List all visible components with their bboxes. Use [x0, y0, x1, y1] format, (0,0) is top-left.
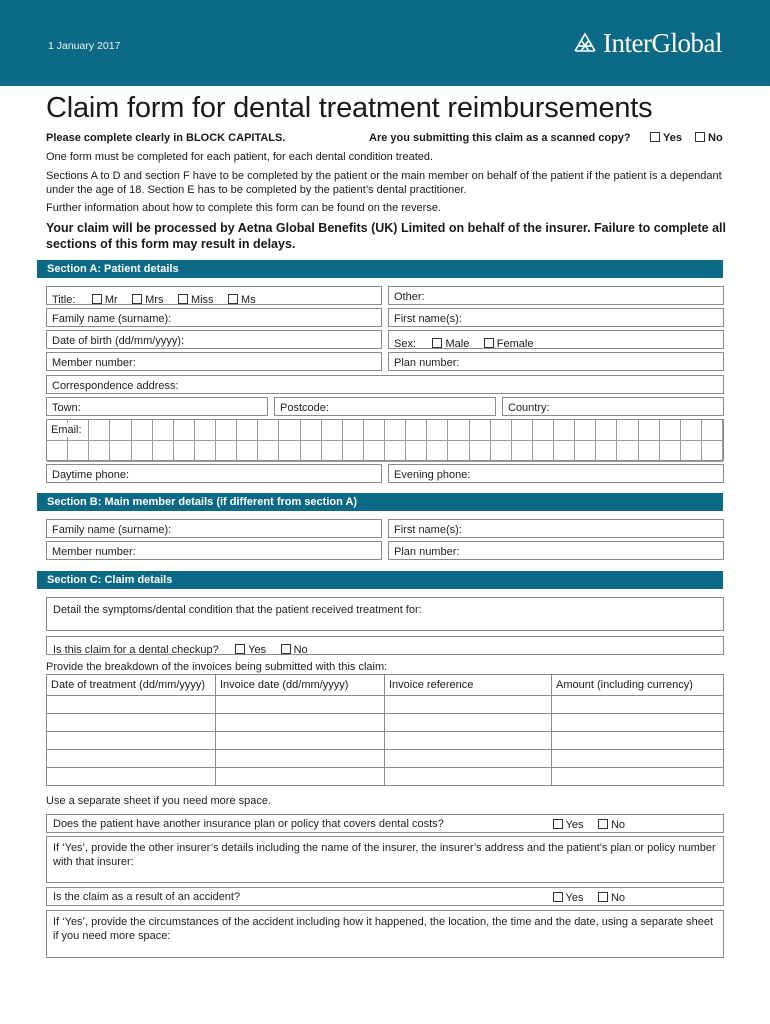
email-char-cell[interactable]	[258, 420, 279, 441]
table-cell[interactable]	[552, 768, 724, 786]
email-char-cell[interactable]	[575, 420, 596, 441]
evening-phone-field[interactable]: Evening phone:	[388, 464, 724, 483]
sex-female-checkbox[interactable]	[484, 338, 494, 348]
main-member-first-names-field[interactable]: First name(s):	[388, 519, 724, 538]
invoice-table	[46, 674, 724, 786]
email-label: Email:	[51, 423, 86, 437]
email-char-cell[interactable]	[639, 441, 660, 462]
accident-no-label: No	[610, 891, 625, 904]
email-char-cell[interactable]	[533, 420, 554, 441]
checkup-question: Is this claim for a dental checkup?	[53, 644, 219, 656]
postcode-field[interactable]: Postcode:	[274, 397, 496, 416]
email-char-cell[interactable]	[491, 420, 512, 441]
email-char-cell[interactable]	[470, 420, 491, 441]
daytime-phone-field[interactable]: Daytime phone:	[46, 464, 382, 483]
col-date-of-treatment: Date of treatment (dd/mm/yyyy)	[47, 675, 216, 696]
sex-field	[388, 330, 724, 349]
globe-icon	[573, 31, 597, 55]
table-cell[interactable]	[385, 696, 552, 714]
further-info-note: Further information about how to complete this form can be found on the reverse.	[46, 202, 441, 214]
email-char-cell[interactable]	[279, 420, 300, 441]
table-row	[47, 768, 724, 786]
symptoms-field[interactable]: Detail the symptoms/dental condition that the patient received treatment for:	[46, 597, 724, 631]
email-char-cell[interactable]	[364, 420, 385, 441]
sex-male-label: Male	[445, 338, 470, 350]
email-char-cell[interactable]	[110, 441, 131, 462]
email-char-cell[interactable]	[681, 420, 702, 441]
col-invoice-reference: Invoice reference	[385, 675, 552, 696]
title-field	[46, 286, 382, 305]
email-char-cell[interactable]	[660, 441, 681, 462]
title-mr-checkbox[interactable]	[92, 294, 102, 304]
email-char-cell[interactable]	[195, 441, 216, 462]
email-char-cell[interactable]	[237, 420, 258, 441]
table-cell[interactable]	[552, 750, 724, 768]
invoice-header-row	[47, 675, 724, 696]
table-cell[interactable]	[216, 714, 385, 732]
email-char-cell[interactable]	[174, 420, 195, 441]
table-cell[interactable]	[385, 750, 552, 768]
email-char-cell[interactable]	[554, 420, 575, 441]
scanned-no-checkbox[interactable]	[695, 132, 705, 142]
first-names-field[interactable]: First name(s):	[388, 308, 724, 327]
email-char-cell[interactable]	[343, 420, 364, 441]
checkup-yes-label: Yes	[248, 644, 267, 656]
email-char-cell[interactable]	[343, 441, 364, 462]
main-member-family-name-field[interactable]: Family name (surname):	[46, 519, 382, 538]
col-invoice-date: Invoice date (dd/mm/yyyy)	[216, 675, 385, 696]
brand-name: InterGlobal	[603, 27, 722, 58]
table-cell[interactable]	[552, 714, 724, 732]
email-char-cell[interactable]	[132, 441, 153, 462]
email-char-cell[interactable]	[406, 441, 427, 462]
email-char-cell[interactable]	[385, 420, 406, 441]
email-char-cell[interactable]	[153, 420, 174, 441]
email-char-cell[interactable]	[617, 441, 638, 462]
processing-note: Your claim will be processed by Aetna Global Benefits (UK) Limited on behalf of the insurer. Failure to complete all sections of this form may result in delays.	[46, 221, 726, 251]
email-char-cell[interactable]	[639, 420, 660, 441]
other-insurance-no-checkbox[interactable]	[598, 819, 608, 829]
table-cell[interactable]	[385, 768, 552, 786]
block-capitals-note: Please complete clearly in BLOCK CAPITALS.	[46, 132, 286, 144]
other-insurance-yes-checkbox[interactable]	[553, 819, 563, 829]
title-miss-checkbox[interactable]	[178, 294, 188, 304]
email-char-cell[interactable]	[512, 441, 533, 462]
email-char-cell[interactable]	[216, 441, 237, 462]
email-char-cell[interactable]	[681, 441, 702, 462]
sex-female-label: Female	[496, 338, 534, 350]
sex-male-checkbox[interactable]	[432, 338, 442, 348]
other-insurance-no-label: No	[610, 818, 625, 831]
main-member-plan-number-field[interactable]: Plan number:	[388, 541, 724, 560]
section-b-heading: Section B: Main member details (if different from section A)	[37, 493, 723, 511]
email-char-cell[interactable]	[132, 420, 153, 441]
email-char-cell[interactable]	[68, 441, 89, 462]
accident-yes-label: Yes	[565, 891, 584, 904]
dob-field[interactable]: Date of birth (dd/mm/yyyy):	[46, 330, 382, 349]
email-char-cell[interactable]	[322, 420, 343, 441]
email-char-cell[interactable]	[47, 441, 68, 462]
other-insurer-details-field[interactable]: If ‘Yes’, provide the other insurer’s details including the name of the insurer, the insurer’s address and the patient’s plan or policy number with that insurer:	[46, 836, 724, 883]
one-form-note: One form must be completed for each patient, for each dental condition treated.	[46, 151, 434, 163]
breakdown-instruction: Provide the breakdown of the invoices being submitted with this claim:	[46, 661, 388, 673]
table-row	[47, 732, 724, 750]
email-char-cell[interactable]	[512, 420, 533, 441]
title-ms-label: Ms	[241, 294, 256, 306]
table-cell[interactable]	[47, 714, 216, 732]
member-number-field[interactable]: Member number:	[46, 352, 382, 371]
other-title-field[interactable]: Other:	[388, 286, 724, 305]
section-a-heading: Section A: Patient details	[37, 260, 723, 278]
other-insurance-question: Does the patient have another insurance plan or policy that covers dental costs?	[53, 817, 444, 830]
header-banner	[0, 0, 770, 86]
scanned-copy-options	[650, 131, 723, 145]
email-char-cell[interactable]	[237, 441, 258, 462]
plan-number-field[interactable]: Plan number:	[388, 352, 724, 371]
table-cell[interactable]	[216, 768, 385, 786]
scanned-yes-checkbox[interactable]	[650, 132, 660, 142]
checkup-field	[46, 636, 724, 655]
email-char-cell[interactable]	[702, 420, 723, 441]
page-title: Claim form for dental treatment reimbursements	[46, 92, 653, 124]
sex-label: Sex:	[394, 338, 417, 350]
email-char-cell[interactable]	[174, 441, 195, 462]
accident-question: Is the claim as a result of an accident?	[53, 890, 241, 903]
checkup-yes-checkbox[interactable]	[235, 644, 245, 654]
main-member-number-field[interactable]: Member number:	[46, 541, 382, 560]
email-char-cell[interactable]	[448, 420, 469, 441]
email-char-cell[interactable]	[427, 420, 448, 441]
email-char-cell[interactable]	[554, 441, 575, 462]
table-row	[47, 714, 724, 732]
email-char-cell[interactable]	[279, 441, 300, 462]
accident-field	[46, 887, 724, 906]
email-char-cell[interactable]	[364, 441, 385, 462]
email-char-cell[interactable]	[596, 441, 617, 462]
town-field[interactable]: Town:	[46, 397, 268, 416]
table-cell[interactable]	[47, 732, 216, 750]
email-char-cell[interactable]	[301, 441, 322, 462]
other-insurance-options	[553, 815, 625, 833]
sections-note: Sections A to D and section F have to be completed by the patient or the main member on behalf of the patient if the patient is a dependant under the age of 18. Section E has to be completed by the patient’s dental practitioner.	[46, 170, 722, 196]
country-field[interactable]: Country:	[502, 397, 724, 416]
table-cell[interactable]	[216, 750, 385, 768]
email-char-cell[interactable]	[110, 420, 131, 441]
document-date: 1 January 2017	[48, 40, 121, 52]
email-char-cell[interactable]	[153, 441, 174, 462]
col-amount: Amount (including currency)	[552, 675, 724, 696]
email-char-cell[interactable]	[385, 441, 406, 462]
email-char-cell[interactable]	[89, 441, 110, 462]
scanned-no-label: No	[708, 132, 723, 144]
email-char-cell[interactable]	[427, 441, 448, 462]
table-cell[interactable]	[216, 732, 385, 750]
checkup-no-label: No	[293, 644, 308, 656]
scanned-copy-question: Are you submitting this claim as a scanned copy?	[369, 132, 631, 144]
family-name-field[interactable]: Family name (surname):	[46, 308, 382, 327]
email-char-cell[interactable]	[491, 441, 512, 462]
title-label: Title:	[52, 294, 76, 306]
table-cell[interactable]	[552, 696, 724, 714]
table-row	[47, 696, 724, 714]
email-char-cell[interactable]	[322, 441, 343, 462]
email-char-cell[interactable]	[702, 441, 723, 462]
separate-sheet-note: Use a separate sheet if you need more space.	[46, 795, 272, 807]
table-cell[interactable]	[552, 732, 724, 750]
email-char-cell[interactable]	[575, 441, 596, 462]
email-char-cell[interactable]	[195, 420, 216, 441]
accident-options	[553, 888, 625, 906]
table-cell[interactable]	[385, 714, 552, 732]
brand-logo	[573, 26, 722, 60]
email-char-cell[interactable]	[216, 420, 237, 441]
other-insurance-yes-label: Yes	[565, 818, 584, 831]
checkup-no-checkbox[interactable]	[281, 644, 291, 654]
email-char-cell[interactable]	[596, 420, 617, 441]
email-char-cell[interactable]	[258, 441, 279, 462]
table-cell[interactable]	[216, 696, 385, 714]
title-mrs-checkbox[interactable]	[132, 294, 142, 304]
table-row	[47, 750, 724, 768]
other-insurance-field	[46, 814, 724, 833]
email-char-cell[interactable]	[448, 441, 469, 462]
email-char-cell[interactable]	[660, 420, 681, 441]
section-c-heading: Section C: Claim details	[37, 571, 723, 589]
email-char-cell[interactable]	[406, 420, 427, 441]
scanned-yes-label: Yes	[663, 132, 682, 144]
email-char-cell[interactable]	[533, 441, 554, 462]
table-cell[interactable]	[47, 696, 216, 714]
email-char-cell[interactable]	[89, 420, 110, 441]
email-character-grid[interactable]	[46, 419, 724, 461]
title-mr-label: Mr	[104, 294, 118, 306]
title-ms-checkbox[interactable]	[228, 294, 238, 304]
table-cell[interactable]	[47, 768, 216, 786]
accident-yes-checkbox[interactable]	[553, 892, 563, 902]
title-miss-label: Miss	[190, 294, 214, 306]
title-mrs-label: Mrs	[145, 294, 164, 306]
table-cell[interactable]	[385, 732, 552, 750]
accident-no-checkbox[interactable]	[598, 892, 608, 902]
email-char-cell[interactable]	[301, 420, 322, 441]
accident-details-field[interactable]: If ‘Yes’, provide the circumstances of the accident including how it happened, the location, the time and the date, using a separate sheet if you need more space:	[46, 910, 724, 958]
correspondence-address-field[interactable]: Correspondence address:	[46, 375, 724, 394]
email-char-cell[interactable]	[617, 420, 638, 441]
email-char-cell[interactable]	[470, 441, 491, 462]
table-cell[interactable]	[47, 750, 216, 768]
